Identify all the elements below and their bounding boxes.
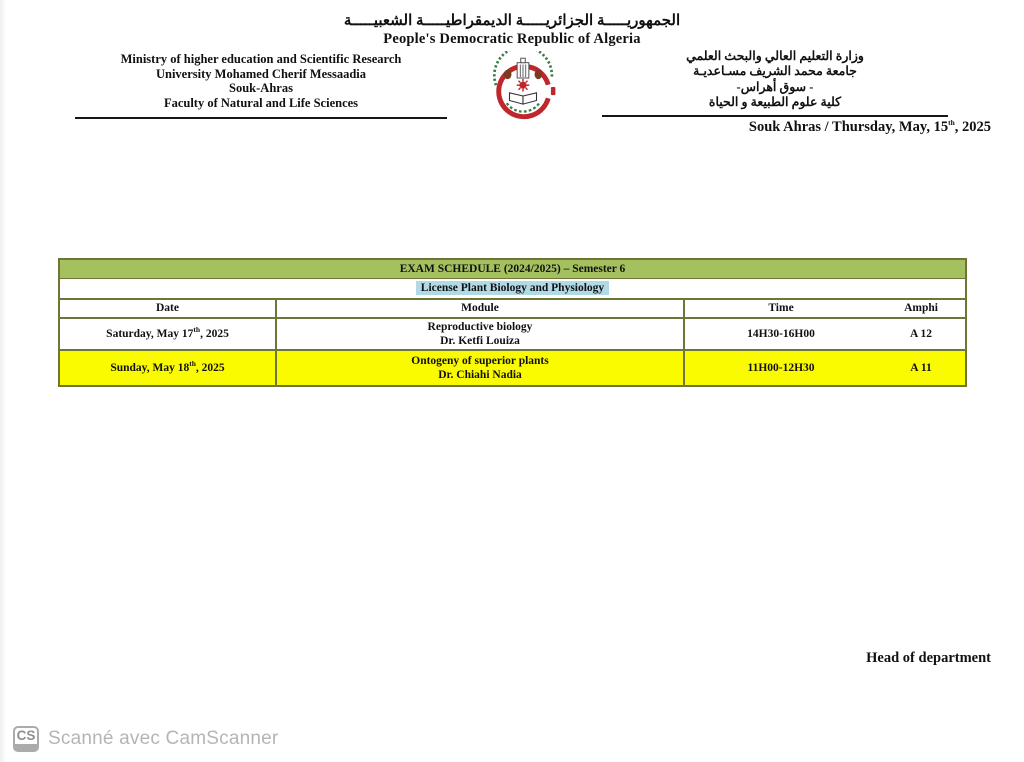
row-module [277,319,685,349]
row-amphi: A 12 [909,328,933,340]
camscanner-label: Scanné avec CamScanner [48,728,279,749]
institution-block-english [75,52,447,110]
university-line: University Mohamed Cherif Messaadia [155,66,367,81]
institution-block-arabic [602,49,948,111]
row-amphi: A 11 [910,362,932,374]
header-date: Date [60,300,277,317]
scan-edge-shadow [0,0,6,762]
republic-title-arabic: الجمهوريـــــة الجزائريـــــة الديمقراطيـــــة الشعبيـــــة [343,13,681,29]
table-row-highlighted [60,351,965,385]
row-time: 14H30-16H00 [747,328,815,340]
row-module [277,351,685,385]
module-instructor: Dr. Chiahi Nadia [438,369,522,381]
module-name: Ontogeny of superior plants [411,355,549,367]
table-header-row [60,300,965,319]
module-instructor: Dr. Ketfi Louiza [440,335,520,347]
exam-schedule-table [58,258,967,387]
city-line-ar: - سوق أهراس- [736,79,814,94]
university-seal-logo [486,51,560,123]
city-line: Souk-Ahras [229,81,293,96]
ministry-line-ar: وزارة التعليم العالي والبحث العلمي [686,49,864,63]
faculty-line: Faculty of Natural and Life Sciences [163,95,359,110]
row-date: Sunday, May 18th, 2025 [60,351,277,385]
faculty-line-ar: كلية علوم الطبيعة و الحياة [708,95,842,110]
header-amphi: Amphi [904,302,938,314]
right-header-rule [602,115,948,117]
camscanner-watermark [13,726,278,752]
row-time: 11H00-12H30 [747,362,815,374]
table-title: EXAM SCHEDULE (2024/2025) – Semester 6 [60,260,965,279]
university-line-ar: جامعة محمد الشريف مسـاعديـة [693,64,857,79]
header-module: Module [277,300,685,317]
program-row [60,279,965,300]
place-and-date: Souk Ahras / Thursday, May, 15th, 2025 [748,118,991,135]
module-name: Reproductive biology [427,321,533,333]
table-row [60,319,965,351]
row-date: Saturday, May 17th, 2025 [60,319,277,349]
signature-title: Head of department [866,650,991,666]
program-label: License Plant Biology and Physiology [416,281,609,295]
left-header-rule [75,117,447,119]
camscanner-icon: CS [13,726,39,752]
header-time: Time [768,302,794,314]
republic-title-english: People's Democratic Republic of Algeria [383,31,641,47]
university-seal-icon [486,51,560,123]
ministry-line: Ministry of higher education and Scientific Research [120,52,402,66]
